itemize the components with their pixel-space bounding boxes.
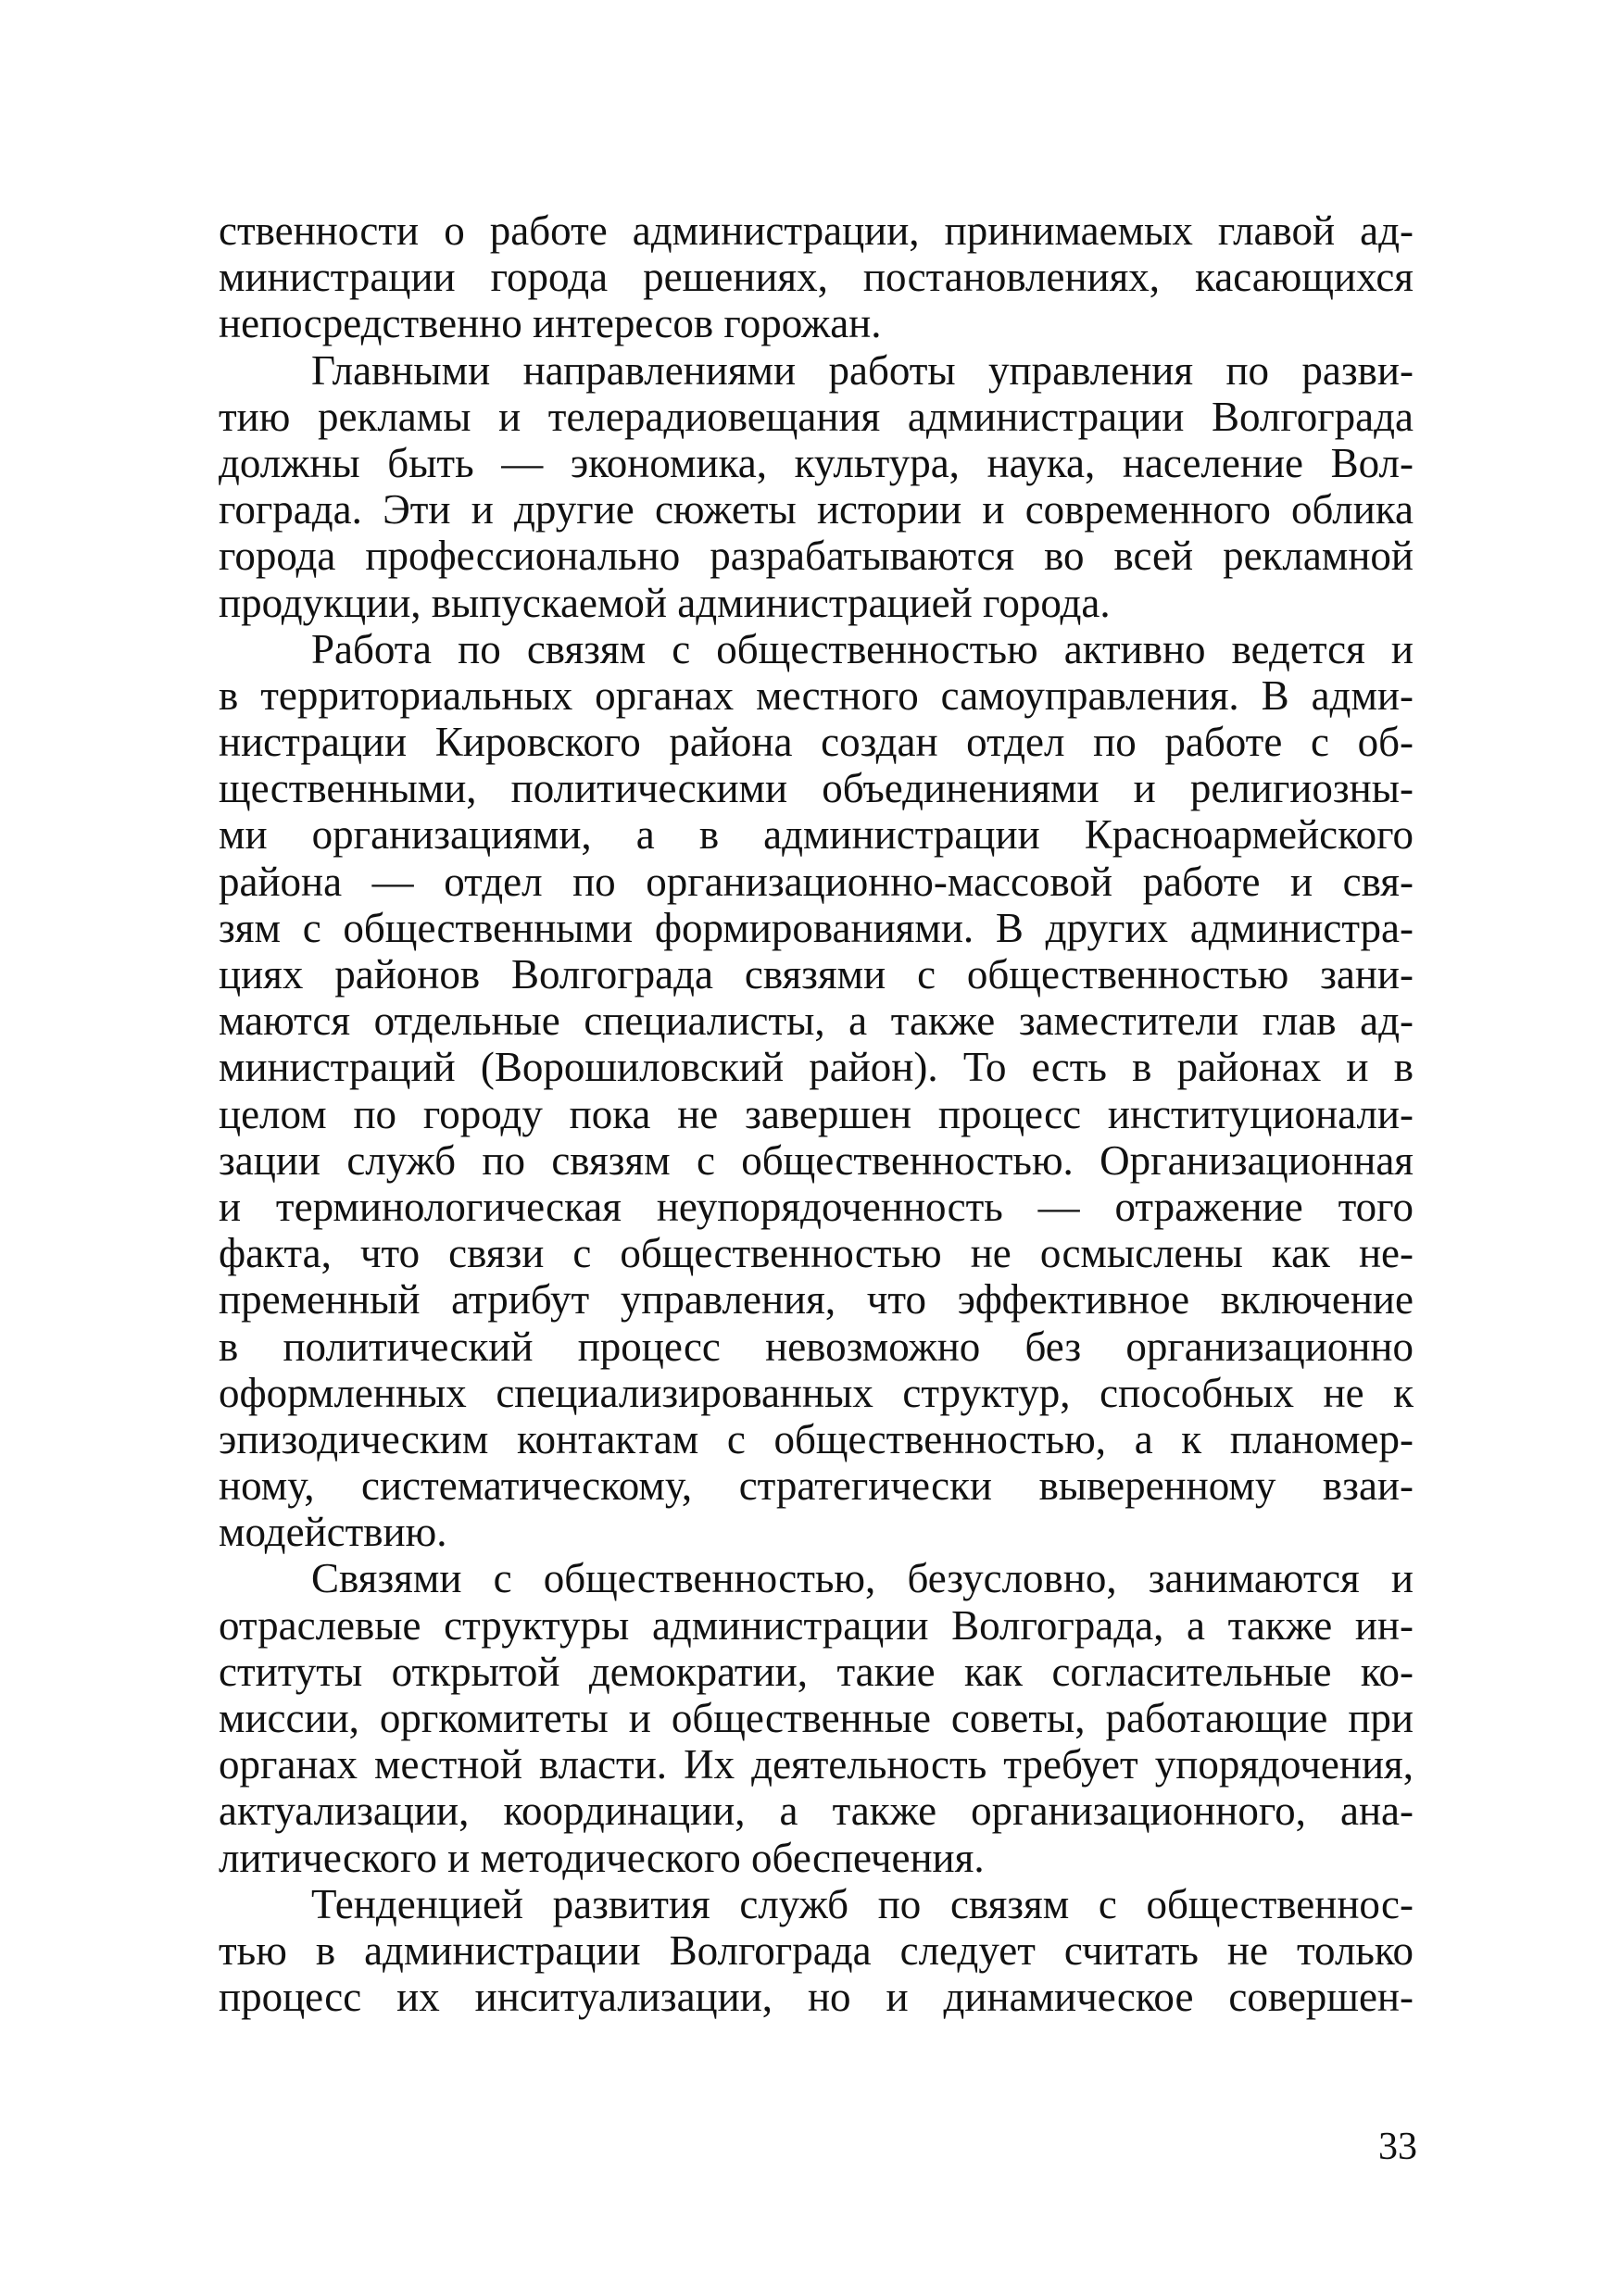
text-line: ми организациями, а в администрации Красноармейского — [219, 811, 1414, 859]
text-line: миссии, оргкомитеты и общественные советы, работающие при — [219, 1695, 1414, 1741]
text-line: ституты открытой демократии, такие как согласительные ко- — [219, 1648, 1414, 1695]
text-line: города профессионально разрабатываются во всей рекламной — [219, 533, 1414, 580]
text-line: тию рекламы и телерадиовещания администрации Волгограда — [219, 393, 1414, 440]
text-line: ственности о работе администрации, принимаемых главой ад- — [219, 207, 1414, 254]
paragraph — [219, 347, 1414, 626]
text-line: Работа по связям с общественностью активно ведется и — [311, 625, 1414, 672]
text-line: зации служб по связям с общественностью. Организационная — [219, 1136, 1414, 1184]
text-line: Связями с общественностью, безусловно, занимаются и — [311, 1555, 1414, 1602]
text-line: пременный атрибут управления, что эффективное включение — [219, 1276, 1414, 1324]
text-line: в политический процесс невозможно без организационно — [219, 1323, 1414, 1370]
paragraph — [219, 207, 1414, 347]
text-line: района — отдел по организационно-массовой работе и свя- — [219, 858, 1414, 905]
text-line: тью в администрации Волгограда следует считать не только — [219, 1926, 1414, 1974]
text-line: зям с общественными формированиями. В других администра- — [219, 904, 1414, 951]
text-line: литического и методического обеспечения. — [219, 1834, 985, 1881]
text-line: в территориальных органах местного самоуправления. В адми- — [219, 671, 1414, 719]
text-line: должны быть — экономика, культура, наука, население Вол- — [219, 439, 1414, 486]
text-line: отраслевые структуры администрации Волгограда, а также ин- — [219, 1601, 1414, 1649]
text-line: министрации города решениях, постановлениях, касающихся — [219, 254, 1414, 301]
text-line: непосредственно интересов горожан. — [219, 300, 882, 347]
text-line: и терминологическая неупорядоченность — отражение того — [219, 1183, 1414, 1230]
text-line: циях районов Волгограда связями с общественностью зани- — [219, 951, 1414, 997]
text-line: органах местной власти. Их деятельность требует упорядочения, — [219, 1741, 1414, 1788]
text-line: Главными направлениями работы управления по разви- — [311, 346, 1414, 394]
text-line: актуализации, координации, а также организационного, ана- — [219, 1788, 1414, 1835]
text-line: целом по городу пока не завершен процесс институционали- — [219, 1090, 1414, 1137]
text-line: эпизодическим контактам с общественностью, а к планомер- — [219, 1415, 1414, 1462]
body-text — [219, 207, 1414, 2020]
text-line: Тенденцией развития служб по связям с общественнос- — [311, 1880, 1414, 1927]
text-line: продукции, выпускаемой администрацией города. — [219, 579, 1111, 626]
text-line: факта, что связи с общественностью не осмыслены как не- — [219, 1230, 1414, 1277]
text-line: министраций (Ворошиловский район). То есть в районах и в — [219, 1044, 1414, 1091]
text-line: нистрации Кировского района создан отдел по работе с об- — [219, 719, 1414, 766]
paragraph — [219, 626, 1414, 1556]
text-line: ному, систематическому, стратегически выверенному взаи- — [219, 1462, 1414, 1510]
text-line: маются отдельные специалисты, а также заместители глав ад- — [219, 997, 1414, 1045]
paragraph — [219, 1881, 1414, 2021]
text-line: гограда. Эти и другие сюжеты истории и современного облика — [219, 486, 1414, 533]
text-line: модействию. — [219, 1509, 447, 1556]
text-line: процесс их инситуализации, но и динамическое совершен- — [219, 1974, 1414, 2021]
paragraph — [219, 1555, 1414, 1880]
text-line: щественными, политическими объединениями и религиозны- — [219, 765, 1414, 812]
page-number: 33 — [1378, 2126, 1417, 2168]
text-line: оформленных специализированных структур, способных не к — [219, 1369, 1414, 1416]
